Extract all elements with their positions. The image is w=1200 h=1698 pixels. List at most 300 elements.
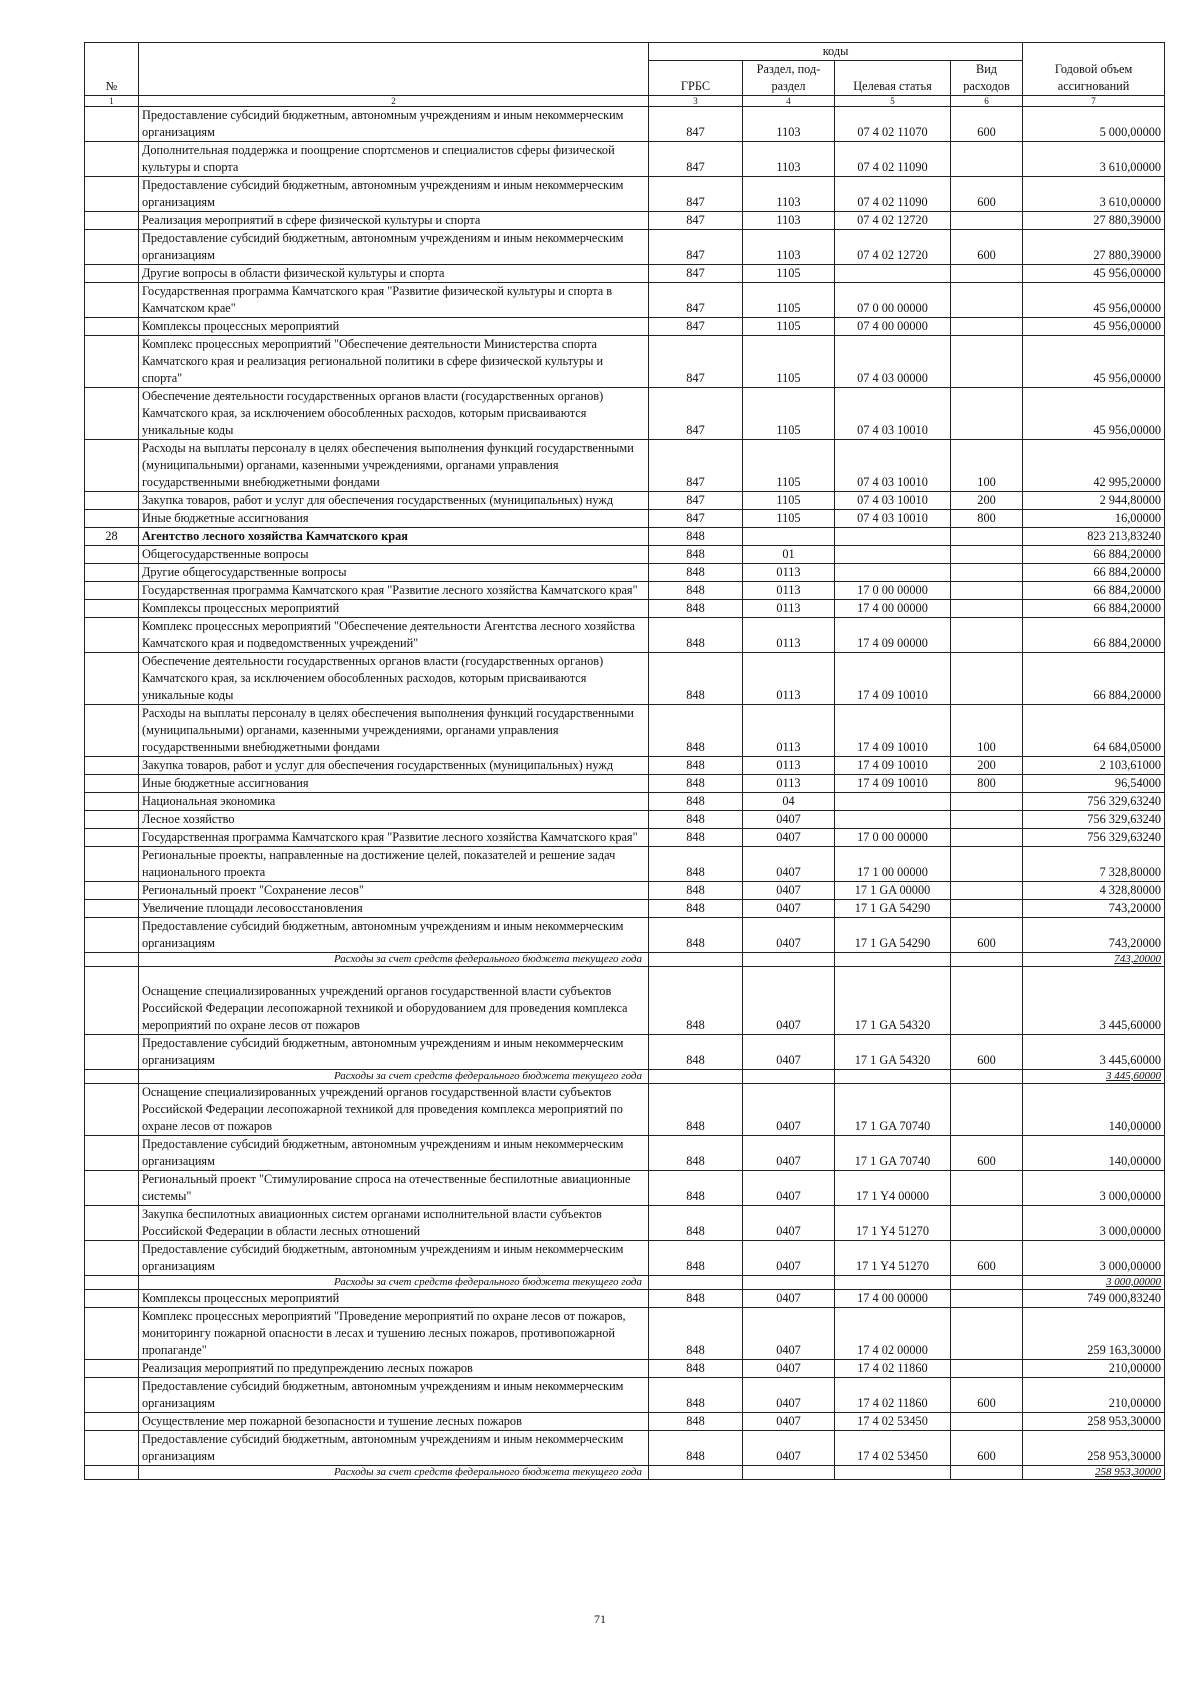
cell-section: 0407 [743, 1171, 835, 1206]
row-num [85, 546, 139, 564]
cell-target: 17 1 Y4 51270 [835, 1241, 951, 1276]
federal-funds-amount: 3 445,60000 [1023, 1070, 1165, 1084]
row-name: Другие общегосударственные вопросы [139, 564, 649, 582]
row-name: Комплекс процессных мероприятий "Проведение мероприятий по охране лесов от пожаров, мониторингу пожарной опасности в лесах и тушению лесных пожаров, противопожарной пропаганде" [139, 1308, 649, 1360]
cell-target [835, 793, 951, 811]
cell-section: 0407 [743, 1360, 835, 1378]
table-body [85, 107, 1165, 1480]
row-name: Закупка товаров, работ и услуг для обеспечения государственных (муниципальных) нужд [139, 757, 649, 775]
row-num [85, 318, 139, 336]
cell-target: 17 4 02 11860 [835, 1378, 951, 1413]
table-row [85, 177, 1165, 212]
federal-funds-amount: 3 000,00000 [1023, 1276, 1165, 1290]
cell-amount: 3 445,60000 [1023, 967, 1165, 1035]
row-num [85, 1308, 139, 1360]
cell-section: 0407 [743, 1136, 835, 1171]
cell-vid [951, 953, 1023, 967]
row-name: Реализация мероприятий в сфере физической культуры и спорта [139, 212, 649, 230]
row-num [85, 1241, 139, 1276]
cell-grbs: 848 [649, 600, 743, 618]
cell-amount: 45 956,00000 [1023, 283, 1165, 318]
cell-grbs: 848 [649, 1171, 743, 1206]
cell-section: 1105 [743, 510, 835, 528]
cell-target: 17 4 09 00000 [835, 618, 951, 653]
cell-section: 0113 [743, 775, 835, 793]
cell-amount: 45 956,00000 [1023, 318, 1165, 336]
cell-section: 1105 [743, 492, 835, 510]
row-num [85, 1070, 139, 1084]
table-row [85, 107, 1165, 142]
column-number-row [85, 96, 1165, 107]
cell-amount: 259 163,30000 [1023, 1308, 1165, 1360]
cell-vid: 800 [951, 510, 1023, 528]
cell-section: 0407 [743, 900, 835, 918]
cell-target: 17 1 GA 54320 [835, 967, 951, 1035]
cell-amount: 66 884,20000 [1023, 653, 1165, 705]
cell-amount: 3 610,00000 [1023, 177, 1165, 212]
cell-amount: 45 956,00000 [1023, 388, 1165, 440]
cell-section: 0407 [743, 1084, 835, 1136]
cell-section: 1103 [743, 142, 835, 177]
table-row [85, 1431, 1165, 1466]
cell-section [743, 953, 835, 967]
row-name: Другие вопросы в области физической культуры и спорта [139, 265, 649, 283]
row-name: Государственная программа Камчатского края "Развитие лесного хозяйства Камчатского края" [139, 582, 649, 600]
cell-vid [951, 900, 1023, 918]
table-row [85, 230, 1165, 265]
cell-vid [951, 212, 1023, 230]
cell-target [835, 528, 951, 546]
cell-section: 0113 [743, 653, 835, 705]
cell-grbs: 848 [649, 1136, 743, 1171]
cell-vid [951, 882, 1023, 900]
cell-vid: 200 [951, 492, 1023, 510]
cell-target: 17 4 09 10010 [835, 757, 951, 775]
cell-target: 17 1 Y4 00000 [835, 1171, 951, 1206]
table-row [85, 757, 1165, 775]
row-name: Лесное хозяйство [139, 811, 649, 829]
cell-target: 07 4 02 11070 [835, 107, 951, 142]
row-num [85, 107, 139, 142]
cell-grbs [649, 953, 743, 967]
cell-target: 07 4 03 10010 [835, 492, 951, 510]
table-row [85, 388, 1165, 440]
row-name: Иные бюджетные ассигнования [139, 775, 649, 793]
row-name: Предоставление субсидий бюджетным, автономным учреждениям и иным некоммерческим организациям [139, 1431, 649, 1466]
cell-grbs: 847 [649, 388, 743, 440]
cell-vid [951, 1290, 1023, 1308]
cell-vid [951, 1084, 1023, 1136]
cell-grbs: 848 [649, 653, 743, 705]
cell-amount: 27 880,39000 [1023, 212, 1165, 230]
cell-grbs: 848 [649, 1378, 743, 1413]
cell-section: 1103 [743, 212, 835, 230]
cell-section: 0407 [743, 1378, 835, 1413]
cell-vid [951, 1360, 1023, 1378]
cell-target: 17 4 00 00000 [835, 1290, 951, 1308]
row-name: Государственная программа Камчатского края "Развитие физической культуры и спорта в Камчатском крае" [139, 283, 649, 318]
row-num [85, 1290, 139, 1308]
row-num [85, 618, 139, 653]
cell-target: 17 4 02 53450 [835, 1431, 951, 1466]
cell-vid [951, 1276, 1023, 1290]
row-num [85, 1035, 139, 1070]
cell-target: 17 1 GA 54320 [835, 1035, 951, 1070]
table-row [85, 1290, 1165, 1308]
column-number: 1 [85, 96, 139, 107]
row-num [85, 1378, 139, 1413]
header-vid: Вид расходов [951, 61, 1023, 96]
cell-section [743, 1276, 835, 1290]
row-num [85, 829, 139, 847]
row-name: Комплекс процессных мероприятий "Обеспечение деятельности Агентства лесного хозяйства Камчатского края и подведомственных учреждений" [139, 618, 649, 653]
cell-grbs: 848 [649, 1035, 743, 1070]
cell-grbs: 848 [649, 1290, 743, 1308]
cell-grbs: 847 [649, 212, 743, 230]
cell-amount: 756 329,63240 [1023, 829, 1165, 847]
cell-vid: 600 [951, 918, 1023, 953]
row-name: Увеличение площади лесовосстановления [139, 900, 649, 918]
cell-vid: 600 [951, 1136, 1023, 1171]
row-name: Дополнительная поддержка и поощрение спортсменов и специалистов сферы физической культуры и спорта [139, 142, 649, 177]
cell-section: 0407 [743, 1206, 835, 1241]
table-row [85, 546, 1165, 564]
cell-grbs: 848 [649, 528, 743, 546]
cell-section: 1103 [743, 230, 835, 265]
cell-section: 0407 [743, 1431, 835, 1466]
cell-amount: 66 884,20000 [1023, 618, 1165, 653]
row-num [85, 811, 139, 829]
cell-section: 0407 [743, 1308, 835, 1360]
table-row [85, 1206, 1165, 1241]
cell-vid [951, 793, 1023, 811]
row-num [85, 388, 139, 440]
row-num [85, 265, 139, 283]
cell-vid [951, 142, 1023, 177]
cell-target: 07 0 00 00000 [835, 283, 951, 318]
cell-amount: 756 329,63240 [1023, 793, 1165, 811]
row-num [85, 1206, 139, 1241]
cell-target: 17 0 00 00000 [835, 829, 951, 847]
row-name: Предоставление субсидий бюджетным, автономным учреждениям и иным некоммерческим организациям [139, 1241, 649, 1276]
cell-section: 0407 [743, 829, 835, 847]
row-num [85, 900, 139, 918]
table-row [85, 440, 1165, 492]
cell-grbs: 848 [649, 1084, 743, 1136]
cell-amount: 96,54000 [1023, 775, 1165, 793]
table-row [85, 1035, 1165, 1070]
cell-section: 1105 [743, 336, 835, 388]
cell-amount: 210,00000 [1023, 1360, 1165, 1378]
cell-amount: 756 329,63240 [1023, 811, 1165, 829]
cell-grbs [649, 1466, 743, 1480]
cell-section: 0113 [743, 705, 835, 757]
row-name: Предоставление субсидий бюджетным, автономным учреждениям и иным некоммерческим организациям [139, 177, 649, 212]
cell-grbs [649, 1070, 743, 1084]
table-row [85, 212, 1165, 230]
cell-vid [951, 1466, 1023, 1480]
table-row [85, 1171, 1165, 1206]
table-row [85, 142, 1165, 177]
table-row [85, 318, 1165, 336]
federal-funds-row [85, 1466, 1165, 1480]
row-name: Общегосударственные вопросы [139, 546, 649, 564]
table-row [85, 793, 1165, 811]
cell-amount: 64 684,05000 [1023, 705, 1165, 757]
row-name: Закупка товаров, работ и услуг для обеспечения государственных (муниципальных) нужд [139, 492, 649, 510]
row-num [85, 1360, 139, 1378]
cell-target: 07 4 03 10010 [835, 510, 951, 528]
cell-target [835, 546, 951, 564]
cell-target: 17 1 GA 54290 [835, 918, 951, 953]
cell-amount: 749 000,83240 [1023, 1290, 1165, 1308]
cell-amount: 66 884,20000 [1023, 582, 1165, 600]
cell-amount: 3 000,00000 [1023, 1171, 1165, 1206]
cell-target [835, 953, 951, 967]
cell-section [743, 528, 835, 546]
cell-vid [951, 1070, 1023, 1084]
header-codes: коды [649, 43, 1023, 61]
cell-section [743, 1070, 835, 1084]
federal-funds-label: Расходы за счет средств федерального бюджета текущего года [139, 953, 649, 967]
cell-section: 0407 [743, 967, 835, 1035]
row-name: Предоставление субсидий бюджетным, автономным учреждениям и иным некоммерческим организациям [139, 1035, 649, 1070]
federal-funds-row [85, 1070, 1165, 1084]
table-row [85, 1360, 1165, 1378]
cell-grbs: 848 [649, 967, 743, 1035]
cell-target [835, 265, 951, 283]
header-target: Целевая статья [835, 61, 951, 96]
cell-vid: 600 [951, 1431, 1023, 1466]
row-name: Оснащение специализированных учреждений органов государственной власти субъектов Российской Федерации лесопожарной техникой и оборудованием для проведения комплекса мероприятий по охране лесов от пожаров [139, 967, 649, 1035]
cell-target [835, 1466, 951, 1480]
federal-funds-label: Расходы за счет средств федерального бюджета текущего года [139, 1466, 649, 1480]
cell-amount: 258 953,30000 [1023, 1413, 1165, 1431]
cell-grbs: 848 [649, 1360, 743, 1378]
row-name: Осуществление мер пожарной безопасности и тушение лесных пожаров [139, 1413, 649, 1431]
cell-section: 0407 [743, 1035, 835, 1070]
cell-target: 07 4 02 11090 [835, 177, 951, 212]
table-row [85, 1084, 1165, 1136]
row-name: Предоставление субсидий бюджетным, автономным учреждениям и иным некоммерческим организациям [139, 107, 649, 142]
cell-target: 17 4 02 00000 [835, 1308, 951, 1360]
row-num [85, 882, 139, 900]
cell-target: 17 1 GA 70740 [835, 1136, 951, 1171]
table-row [85, 510, 1165, 528]
cell-amount: 2 103,61000 [1023, 757, 1165, 775]
cell-target: 07 4 03 10010 [835, 388, 951, 440]
cell-amount: 140,00000 [1023, 1136, 1165, 1171]
cell-target: 07 4 02 12720 [835, 230, 951, 265]
cell-section: 0113 [743, 564, 835, 582]
federal-funds-row [85, 1276, 1165, 1290]
federal-funds-label: Расходы за счет средств федерального бюджета текущего года [139, 1070, 649, 1084]
cell-amount: 3 000,00000 [1023, 1206, 1165, 1241]
cell-target: 17 4 02 11860 [835, 1360, 951, 1378]
cell-grbs [649, 1276, 743, 1290]
column-number: 2 [139, 96, 649, 107]
table-row [85, 336, 1165, 388]
cell-section: 0407 [743, 811, 835, 829]
cell-target: 07 4 03 00000 [835, 336, 951, 388]
cell-grbs: 847 [649, 492, 743, 510]
cell-target: 17 4 09 10010 [835, 775, 951, 793]
table-row [85, 918, 1165, 953]
row-num [85, 1136, 139, 1171]
table-row [85, 492, 1165, 510]
cell-grbs: 848 [649, 829, 743, 847]
header-name [139, 43, 649, 96]
cell-vid [951, 388, 1023, 440]
table-row [85, 775, 1165, 793]
row-name: Обеспечение деятельности государственных органов власти (государственных органов) Камчатского края, за исключением обособленных расходов, которым присваиваются уникальные коды [139, 388, 649, 440]
cell-section: 0407 [743, 847, 835, 882]
federal-funds-amount: 258 953,30000 [1023, 1466, 1165, 1480]
cell-section: 1105 [743, 265, 835, 283]
cell-grbs: 848 [649, 882, 743, 900]
table-row [85, 582, 1165, 600]
cell-vid: 200 [951, 757, 1023, 775]
row-name: Предоставление субсидий бюджетным, автономным учреждениям и иным некоммерческим организациям [139, 918, 649, 953]
row-name: Комплексы процессных мероприятий [139, 1290, 649, 1308]
row-num [85, 1466, 139, 1480]
table-row [85, 653, 1165, 705]
cell-grbs: 847 [649, 177, 743, 212]
row-num: 28 [85, 528, 139, 546]
table-row [85, 265, 1165, 283]
row-num [85, 230, 139, 265]
cell-section: 0407 [743, 1290, 835, 1308]
cell-target [835, 1070, 951, 1084]
table-row [85, 705, 1165, 757]
column-number: 4 [743, 96, 835, 107]
column-number: 7 [1023, 96, 1165, 107]
cell-grbs: 847 [649, 440, 743, 492]
header-amount: Годовой объем ассигнований [1023, 43, 1165, 96]
cell-section: 1105 [743, 283, 835, 318]
cell-vid: 600 [951, 230, 1023, 265]
cell-target: 17 4 09 10010 [835, 705, 951, 757]
table-row [85, 1308, 1165, 1360]
cell-amount: 5 000,00000 [1023, 107, 1165, 142]
cell-section: 0113 [743, 600, 835, 618]
header-grbs: ГРБС [649, 61, 743, 96]
row-num [85, 440, 139, 492]
cell-vid: 600 [951, 1378, 1023, 1413]
cell-grbs: 848 [649, 1431, 743, 1466]
cell-vid [951, 600, 1023, 618]
row-name: Закупка беспилотных авиационных систем органами исполнительной власти субъектов Российской Федерации в области лесных отношений [139, 1206, 649, 1241]
cell-target [835, 811, 951, 829]
budget-table [84, 42, 1165, 1480]
cell-grbs: 848 [649, 847, 743, 882]
row-num [85, 918, 139, 953]
cell-grbs: 847 [649, 510, 743, 528]
cell-grbs: 847 [649, 230, 743, 265]
row-num [85, 582, 139, 600]
cell-vid: 100 [951, 705, 1023, 757]
row-name: Предоставление субсидий бюджетным, автономным учреждениям и иным некоммерческим организациям [139, 230, 649, 265]
cell-amount: 27 880,39000 [1023, 230, 1165, 265]
row-name: Оснащение специализированных учреждений органов государственной власти субъектов Российской Федерации лесопожарной техникой для проведения комплекса мероприятий по охране лесов от пожаров [139, 1084, 649, 1136]
cell-amount: 42 995,20000 [1023, 440, 1165, 492]
cell-grbs: 848 [649, 1308, 743, 1360]
column-number: 3 [649, 96, 743, 107]
cell-amount: 258 953,30000 [1023, 1431, 1165, 1466]
row-num [85, 757, 139, 775]
cell-target: 07 4 03 10010 [835, 440, 951, 492]
cell-grbs: 848 [649, 793, 743, 811]
cell-section: 0407 [743, 882, 835, 900]
row-name: Государственная программа Камчатского края "Развитие лесного хозяйства Камчатского края" [139, 829, 649, 847]
cell-amount: 4 328,80000 [1023, 882, 1165, 900]
cell-vid [951, 1308, 1023, 1360]
row-name: Региональные проекты, направленные на достижение целей, показателей и решение задач национального проекта [139, 847, 649, 882]
row-num [85, 705, 139, 757]
header-section: Раздел, под-раздел [743, 61, 835, 96]
cell-target: 17 1 GA 70740 [835, 1084, 951, 1136]
column-number: 6 [951, 96, 1023, 107]
header-num: № [85, 43, 139, 96]
table-row [85, 1378, 1165, 1413]
cell-target: 07 4 02 12720 [835, 212, 951, 230]
row-name: Предоставление субсидий бюджетным, автономным учреждениям и иным некоммерческим организациям [139, 1378, 649, 1413]
table-row [85, 829, 1165, 847]
row-num [85, 510, 139, 528]
cell-section [743, 1466, 835, 1480]
cell-amount: 16,00000 [1023, 510, 1165, 528]
row-num [85, 775, 139, 793]
cell-amount: 140,00000 [1023, 1084, 1165, 1136]
row-name: Обеспечение деятельности государственных органов власти (государственных органов) Камчатского края, за исключением обособленных расходов, которым присваиваются уникальные коды [139, 653, 649, 705]
row-num [85, 967, 139, 1035]
cell-target [835, 1276, 951, 1290]
row-name: Комплексы процессных мероприятий [139, 600, 649, 618]
cell-section: 04 [743, 793, 835, 811]
cell-amount: 743,20000 [1023, 900, 1165, 918]
federal-funds-row [85, 953, 1165, 967]
row-num [85, 492, 139, 510]
cell-target: 07 4 02 11090 [835, 142, 951, 177]
table-header [85, 43, 1165, 107]
cell-vid: 600 [951, 1241, 1023, 1276]
cell-vid [951, 265, 1023, 283]
row-name: Региональный проект "Сохранение лесов" [139, 882, 649, 900]
cell-target [835, 564, 951, 582]
table-row [85, 528, 1165, 546]
cell-amount: 45 956,00000 [1023, 265, 1165, 283]
row-num [85, 793, 139, 811]
table-row [85, 600, 1165, 618]
cell-target: 17 1 GA 00000 [835, 882, 951, 900]
cell-target: 17 1 GA 54290 [835, 900, 951, 918]
cell-section: 01 [743, 546, 835, 564]
table-row [85, 811, 1165, 829]
page-number: 71 [594, 1612, 606, 1626]
cell-grbs: 847 [649, 336, 743, 388]
cell-grbs: 848 [649, 1206, 743, 1241]
row-num [85, 1084, 139, 1136]
cell-grbs: 848 [649, 757, 743, 775]
cell-section: 1103 [743, 177, 835, 212]
cell-grbs: 848 [649, 1413, 743, 1431]
cell-grbs: 847 [649, 107, 743, 142]
row-num [85, 336, 139, 388]
cell-vid: 600 [951, 107, 1023, 142]
row-num [85, 1431, 139, 1466]
table-row [85, 564, 1165, 582]
cell-vid [951, 546, 1023, 564]
